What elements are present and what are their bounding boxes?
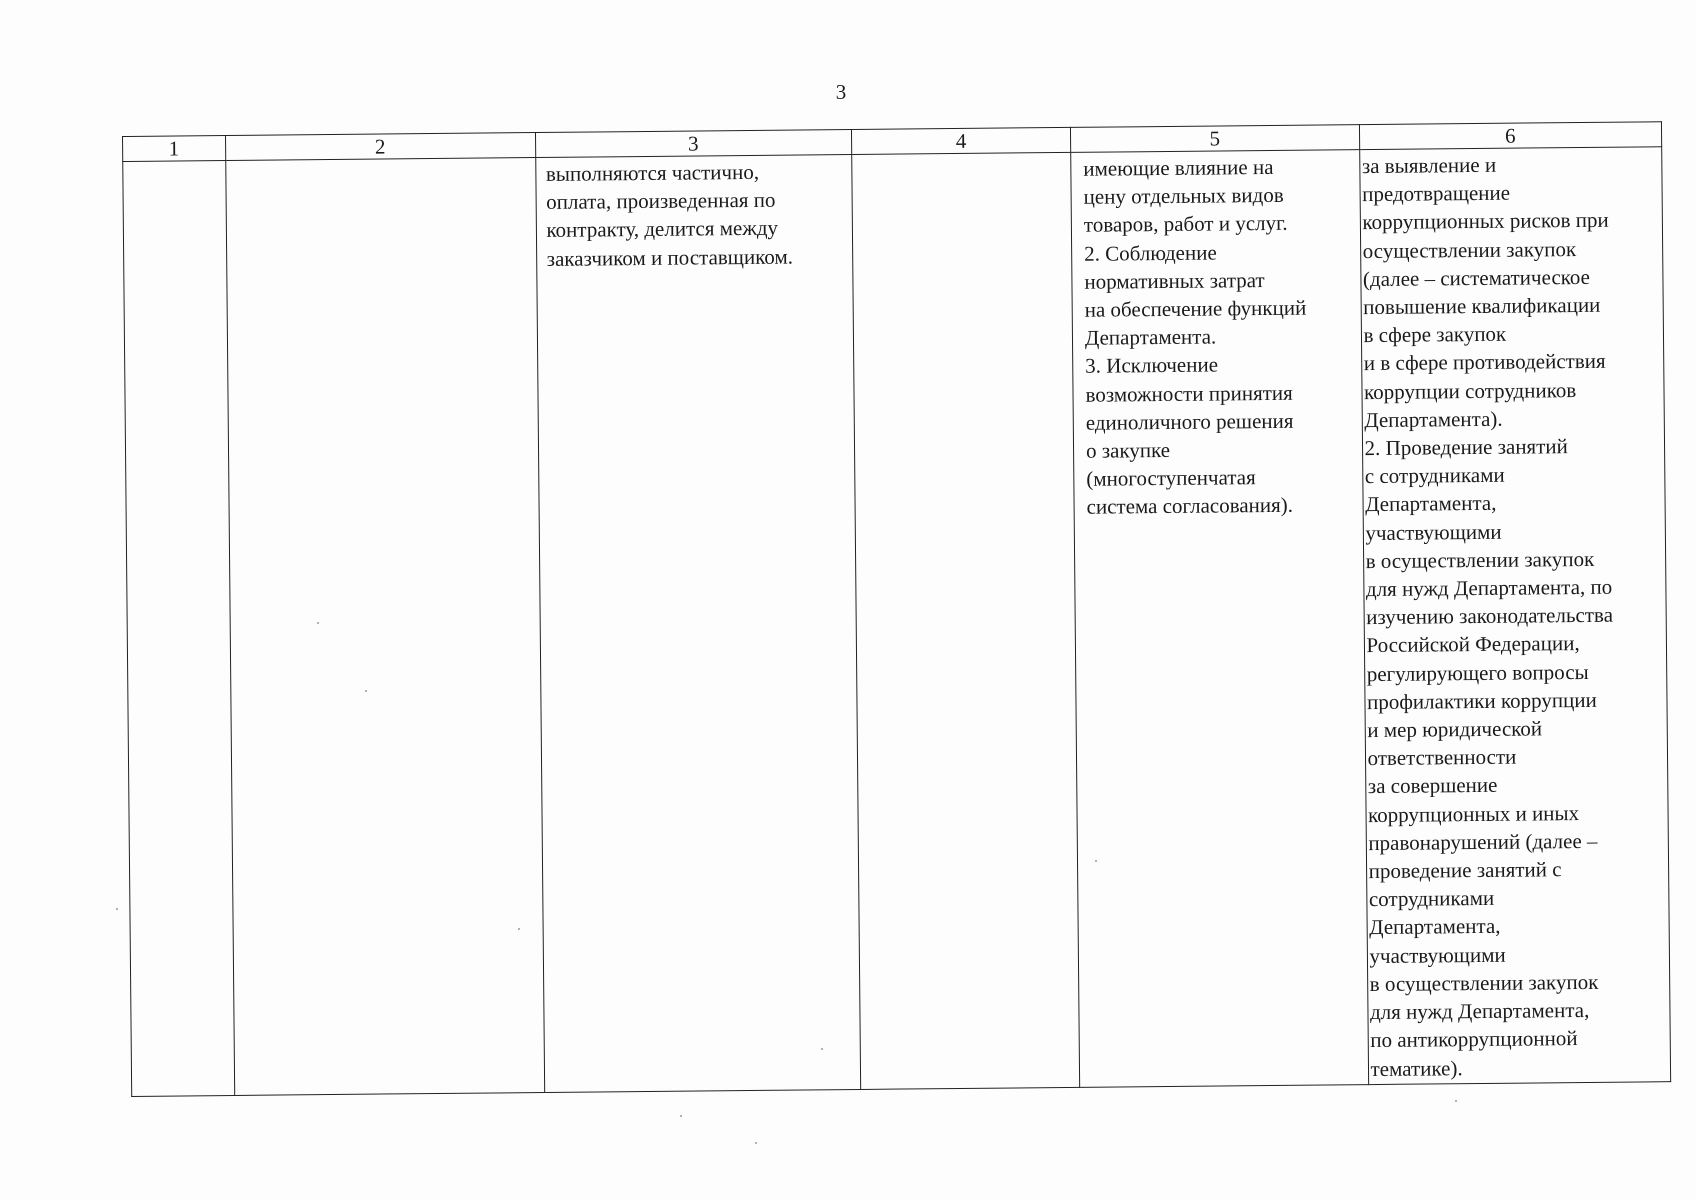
scan-speck <box>518 928 520 930</box>
scan-speck <box>755 1142 757 1144</box>
table-cell-col3 <box>535 154 860 1092</box>
column-header-5: 5 <box>1070 125 1359 153</box>
table-cell-col6 <box>1359 147 1670 1085</box>
column-header-6: 6 <box>1359 122 1662 150</box>
scan-speck <box>1455 1100 1457 1102</box>
page-number: 3 <box>835 80 847 104</box>
column-header-4: 4 <box>851 127 1070 154</box>
cell-text <box>852 153 1070 157</box>
table-cell-col5 <box>1071 150 1369 1088</box>
table-cell-col4 <box>852 152 1080 1089</box>
cell-text <box>123 161 225 164</box>
scan-speck <box>116 908 118 910</box>
table-cell-col1 <box>123 161 235 1097</box>
scan-speck <box>317 622 319 624</box>
table-row <box>123 147 1671 1097</box>
cell-text-training: за выявление и предотвращение коррупционных рисков при осуществлении закупок (далее – систематическое повышение квалификации в сфере закупок и в сфере противодействия коррупции сотрудников Департамента). 2. Проведение занятий с сотрудниками Департамента, участвующими в осуществлении закупок для нужд Департамента, по изучению законодательства Российской Федерации, регулирующего вопросы профилактики коррупции и мер юридической ответственности за совершение коррупционных и иных правонарушений (далее – проведение занятий с сотрудниками Департамента, участвующими в осуществлении закупок для нужд Департамента, по антикоррупционной тематике). <box>1361 152 1614 1081</box>
cell-text-measures: имеющие влияние на цену отдельных видов товаров, работ и услуг. 2. Соблюдение нормативных затрат на обеспечение функций Департамента. 3. Исключение возможности принятия единоличного решения о закупке (многоступенчатая система согласования). <box>1083 154 1307 520</box>
document-table <box>122 121 1671 1097</box>
scan-speck <box>365 690 367 692</box>
column-header-2: 2 <box>225 133 535 161</box>
column-header-1: 1 <box>123 136 226 162</box>
scan-speck <box>680 1115 682 1117</box>
table-cell-col2 <box>225 158 544 1096</box>
cell-text-contract-payment: выполняются частично, оплата, произведенная по контракту, делится между заказчиком и поставщиком. <box>545 159 794 271</box>
column-header-3: 3 <box>535 129 852 157</box>
scan-speck <box>1095 860 1097 862</box>
scan-speck <box>821 1048 823 1050</box>
